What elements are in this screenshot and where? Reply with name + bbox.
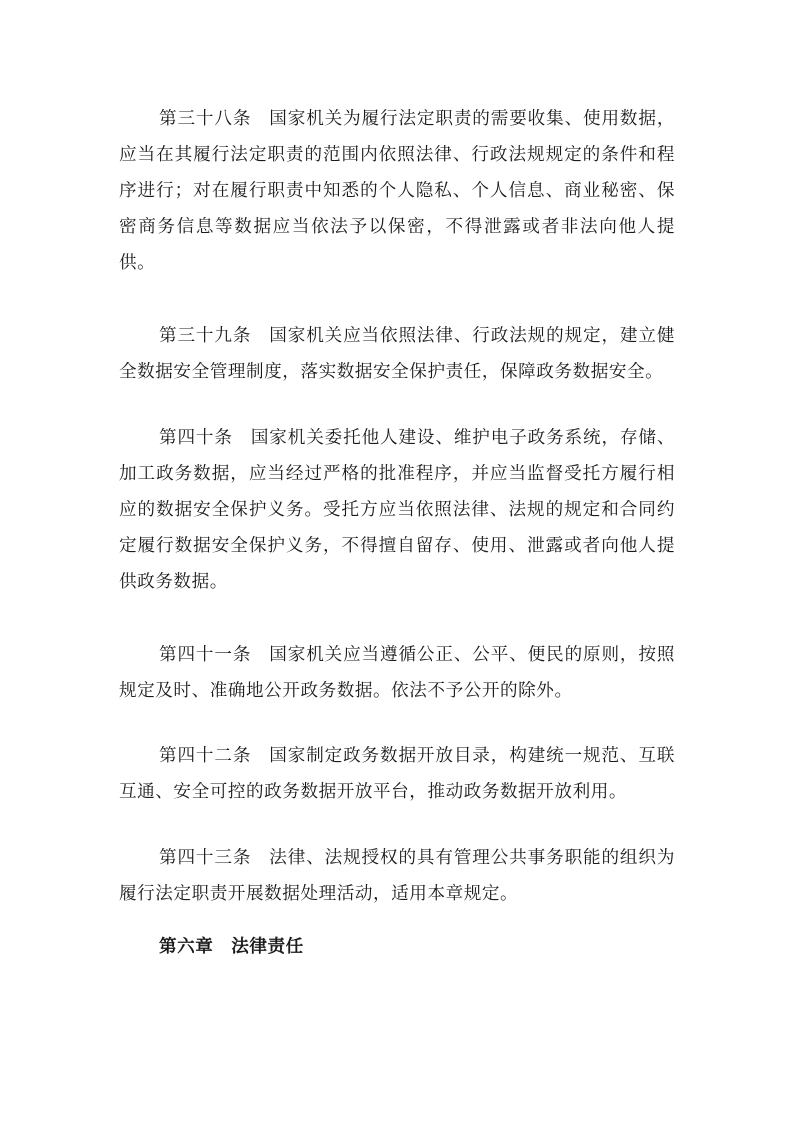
article-42 (119, 738, 675, 810)
article-43 (119, 840, 675, 912)
article-text: 法律、法规授权的具有管理公共事务职能的组织为履行法定职责开展数据处理活动，适用本章规定。 (119, 848, 675, 904)
chapter-number: 第六章 (159, 937, 214, 957)
article-40 (119, 420, 675, 600)
article-39 (119, 318, 675, 390)
article-text: 国家机关应当遵循公正、公平、便民的原则，按照规定及时、准确地公开政务数据。依法不予公开的除外。 (119, 645, 675, 701)
article-text: 国家机关委托他人建设、维护电子政务系统，存储、加工政务数据，应当经过严格的批准程序，并应当监督受托方履行相应的数据安全保护义务。受托方应当依照法律、法规的规定和合同约定履行数据安全保护义务，不得擅自留存、使用、泄露或者向他人提供政务数据。 (119, 428, 675, 592)
article-number: 第四十一条 (159, 645, 252, 665)
article-number: 第四十三条 (159, 848, 252, 868)
article-text: 国家机关应当依照法律、行政法规的规定，建立健全数据安全管理制度，落实数据安全保护责任，保障政务数据安全。 (119, 326, 675, 382)
article-text: 国家制定政务数据开放目录，构建统一规范、互联互通、安全可控的政务数据开放平台，推动政务数据开放利用。 (119, 746, 675, 802)
article-number: 第三十八条 (159, 109, 252, 129)
article-41 (119, 637, 675, 709)
chapter-heading (159, 929, 304, 965)
article-number: 第四十二条 (159, 746, 252, 766)
chapter-title: 法律责任 (231, 937, 304, 957)
article-38 (119, 101, 675, 281)
article-text: 国家机关为履行法定职责的需要收集、使用数据，应当在其履行法定职责的范围内依照法律、行政法规规定的条件和程序进行；对在履行职责中知悉的个人隐私、个人信息、商业秘密、保密商务信息等数据应当依法予以保密，不得泄露或者非法向他人提供。 (119, 109, 675, 273)
article-number: 第三十九条 (159, 326, 252, 346)
article-number: 第四十条 (159, 428, 233, 448)
